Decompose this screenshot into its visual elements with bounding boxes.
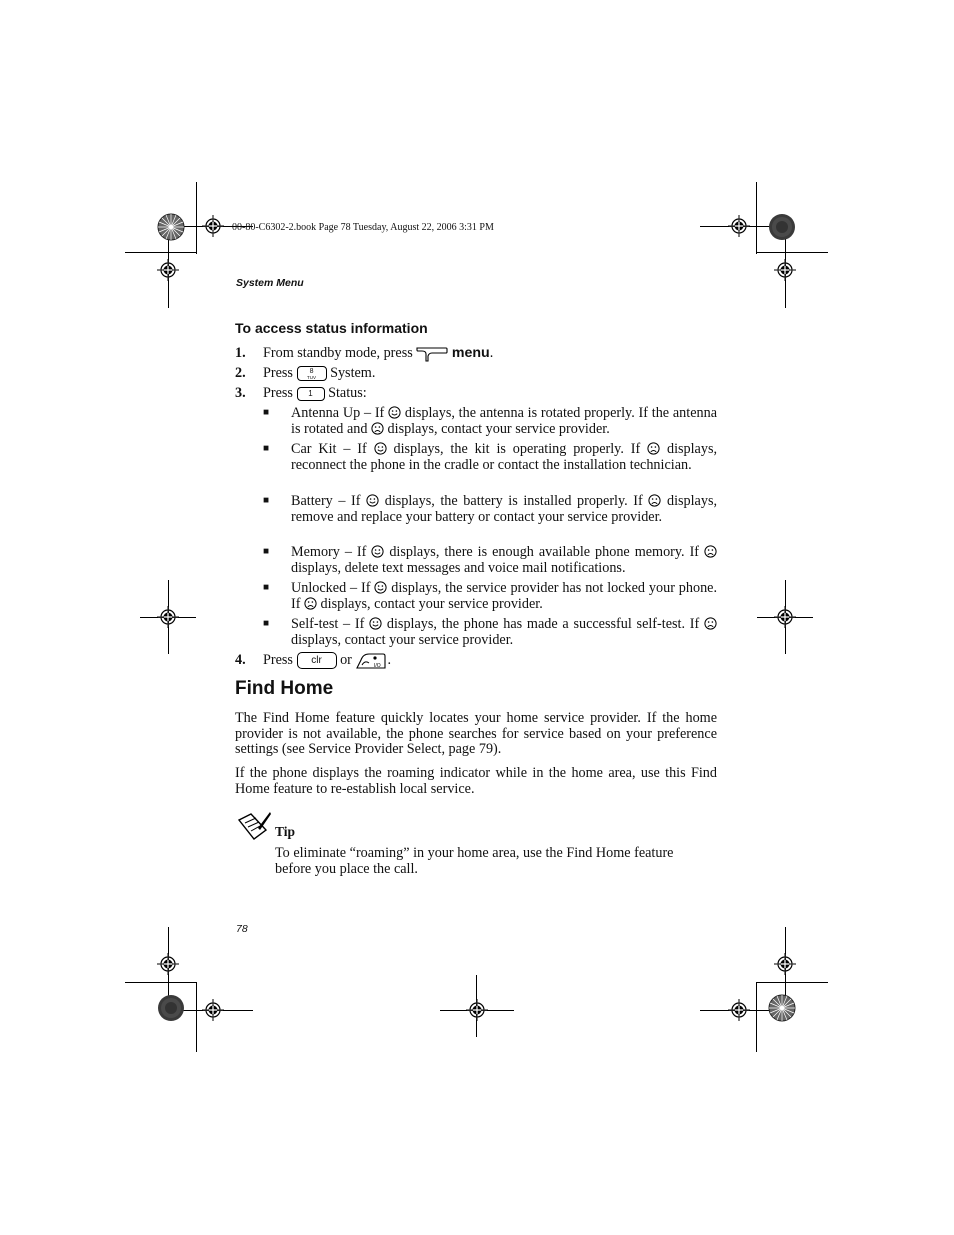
bullet-marker: ■ (263, 407, 270, 418)
happy-face-icon (369, 617, 382, 630)
tip-text: To eliminate “roaming” in your home area, use the Find Home feature before you place the call. (275, 845, 674, 877)
bullet-text: Antenna Up – If displays, the antenna is rotated properly. If the antenna is rotated and displays, contact your service provider. (291, 405, 717, 437)
steps-list (235, 345, 717, 405)
paragraph: The Find Home feature quickly locates your home service provider. If the home provider is not available, the phone searches for service based on your preference settings (see Service Provider Select, page 79). (235, 710, 717, 758)
happy-face-icon (374, 442, 387, 455)
note-pencil-icon (236, 810, 272, 842)
sad-face-icon (371, 422, 384, 435)
status-bullets (235, 405, 717, 650)
procedure-title: To access status information (235, 320, 428, 336)
paragraph: If the phone displays the roaming indicator while in the home area, use this Find Home feature to re-establish local service. (235, 765, 717, 797)
bullet-text: Car Kit – If displays, the kit is operating properly. If displays, reconnect the phone in the cradle or contact the installation technician. (291, 441, 718, 473)
bullet-text: Memory – If displays, there is enough available phone memory. If displays, delete text messages and voice mail notifications. (291, 544, 717, 576)
bullet-marker: ■ (263, 495, 270, 506)
end-power-key-icon (355, 652, 387, 669)
step-3: 3. Press 1 Status: (235, 385, 367, 401)
key-1-icon: 1 (297, 387, 325, 401)
happy-face-icon (388, 406, 401, 419)
step-text: From standby mode, press (263, 345, 413, 361)
sad-face-icon (304, 597, 317, 610)
bullet-text: Self-test – If displays, the phone has made a successful self-test. If displays, contact your service provider. (291, 616, 717, 648)
tip-label: Tip (275, 824, 296, 839)
step-number: 1. (235, 345, 246, 361)
step-2: 2. Press 8 TUV System. (235, 365, 376, 381)
sad-face-icon (704, 617, 717, 630)
bullet-marker: ■ (263, 582, 270, 593)
happy-face-icon (374, 581, 387, 594)
sad-face-icon (704, 545, 717, 558)
clr-key-icon: clr (297, 652, 337, 669)
bullet-text: Battery – If displays, the battery is installed properly. If displays, remove and replace your battery or contact your service provider. (291, 493, 718, 525)
bullet-marker: ■ (263, 443, 270, 454)
page-number: 78 (236, 923, 248, 935)
svg-text:I/O: I/O (374, 663, 382, 670)
step-4: 4. Press clr or I/O . (235, 652, 391, 670)
bullet-text: Unlocked – If displays, the service provider has not locked your phone. If displays, contact your service provider. (291, 580, 718, 612)
sad-face-icon (647, 442, 660, 455)
softkey-icon (416, 346, 448, 361)
happy-face-icon (371, 545, 384, 558)
happy-face-icon (366, 494, 379, 507)
running-head: System Menu (236, 277, 304, 289)
bullet-marker: ■ (263, 546, 270, 557)
step-1: 1. From standby mode, press menu. (235, 345, 494, 361)
bullet-marker: ■ (263, 618, 270, 629)
sad-face-icon (648, 494, 661, 507)
menu-label: menu (451, 345, 490, 361)
slug-line: 00-80-C6302-2.book Page 78 Tuesday, August 22, 2006 3:31 PM (232, 222, 494, 233)
key-8-icon: 8 TUV (297, 366, 327, 381)
section-heading: Find Home (235, 678, 334, 699)
